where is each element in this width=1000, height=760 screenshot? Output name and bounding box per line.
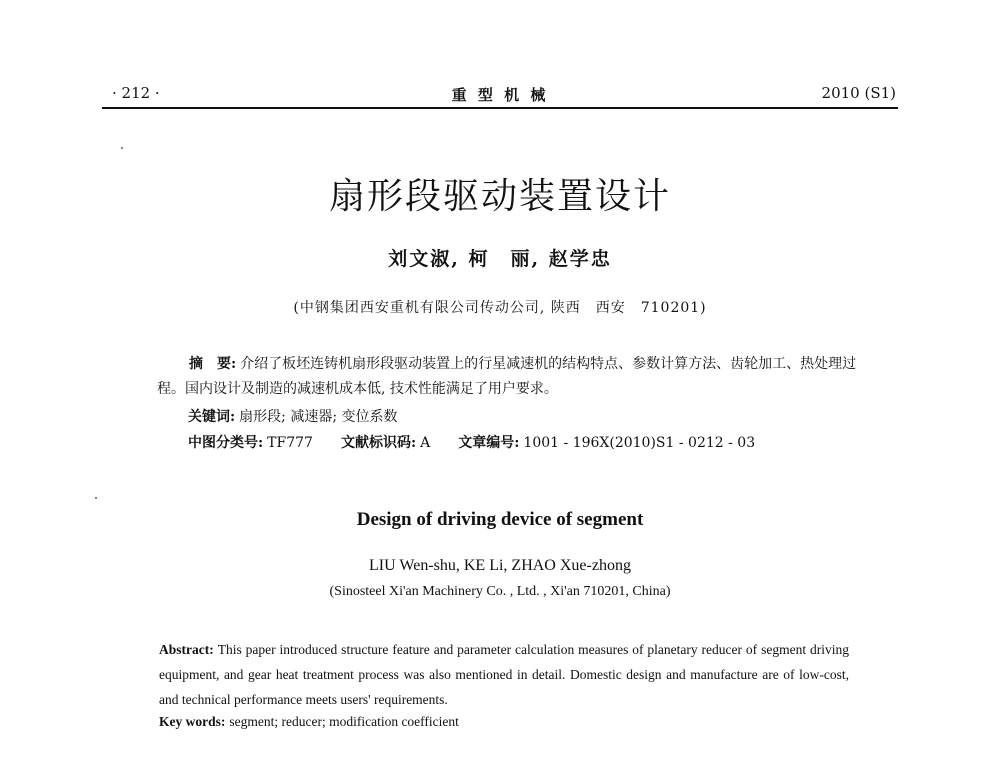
abstract-en	[159, 637, 849, 712]
abstract-en-label: Abstract:	[159, 642, 214, 657]
scan-speck	[95, 497, 97, 499]
abstract-cn-paragraph	[157, 352, 857, 402]
issue-label: 2010 (S1)	[821, 84, 896, 102]
abstract-cn	[157, 352, 857, 402]
keywords-en	[159, 714, 459, 730]
scan-speck	[121, 147, 123, 149]
journal-name: 重 型 机 械	[451, 86, 549, 104]
clc-value: TF777	[267, 435, 313, 451]
doc-code-label: 文献标识码:	[340, 435, 417, 451]
article-no-label: 文章编号:	[458, 435, 520, 451]
abstract-cn-text: 介绍了板坯连铸机扇形段驱动装置上的行星减速机的结构特点、参数计算方法、齿轮加工、热处理过程。国内设计及制造的减速机成本低, 技术性能满足了用户要求。	[157, 356, 857, 397]
keywords-en-label: Key words:	[159, 714, 226, 729]
abstract-en-text: This paper introduced structure feature and parameter calculation measures of planetary reducer of segment driving equipment, and gear heat treatment process was also mentioned in detail. Domestic design and manufacture are of low-cost, and technical performance meets users' requirements.	[159, 642, 849, 707]
header-rule	[102, 107, 898, 109]
authors-en: LIU Wen-shu, KE Li, ZHAO Xue-zhong	[369, 557, 631, 574]
keywords-en-text: segment; reducer; modification coefficient	[229, 714, 459, 729]
article-title-en: Design of driving device of segment	[356, 509, 644, 530]
classification-line	[188, 432, 755, 452]
affiliation-en: (Sinosteel Xi'an Machinery Co. , Ltd. , Xi'an 710201, China)	[329, 584, 671, 599]
authors-cn: 刘文淑, 柯 丽, 赵学忠	[388, 248, 612, 270]
doc-code-value: A	[420, 435, 431, 451]
keywords-cn-text: 扇形段; 减速器; 变位系数	[239, 409, 398, 425]
clc-label: 中图分类号:	[188, 435, 264, 451]
article-title-cn: 扇形段驱动装置设计	[328, 176, 671, 217]
page-number: · 212 ·	[112, 84, 160, 102]
abstract-cn-label: 摘 要:	[189, 356, 237, 372]
article-no-value: 1001 - 196X(2010)S1 - 0212 - 03	[523, 435, 756, 451]
keywords-cn	[188, 406, 398, 426]
affiliation-cn: (中钢集团西安重机有限公司传动公司, 陕西 西安 710201)	[293, 300, 707, 316]
keywords-cn-label: 关键词:	[188, 409, 236, 425]
